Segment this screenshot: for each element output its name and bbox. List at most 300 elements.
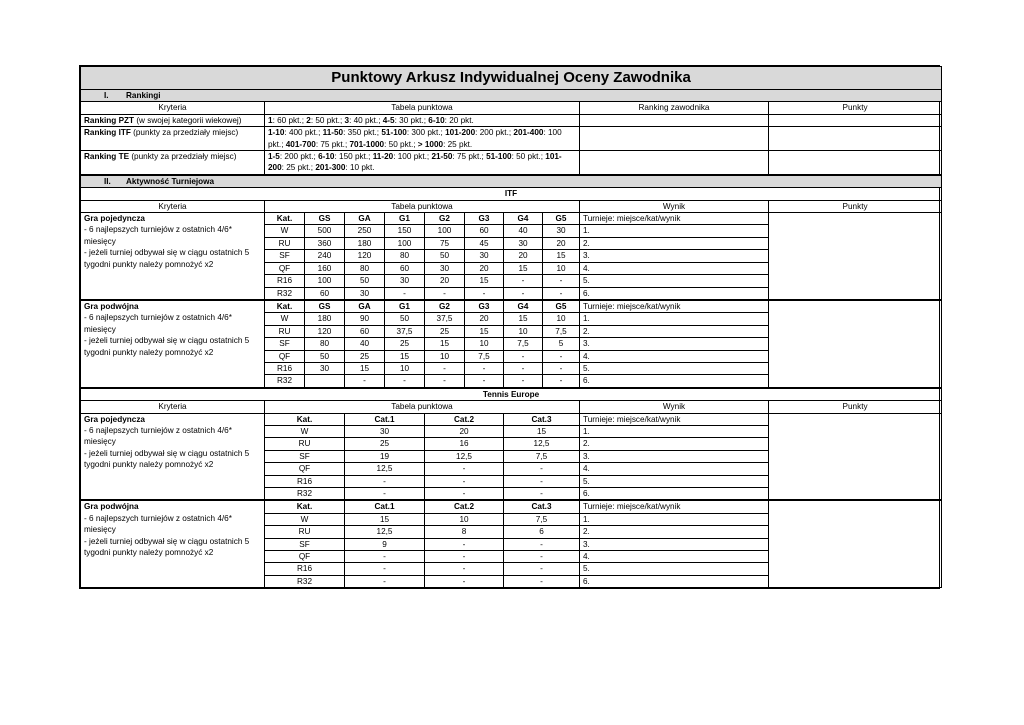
column-category: Cat.3 — [504, 413, 580, 425]
ranking-row — [81, 114, 942, 126]
range-points: : 50 pkt.; — [384, 139, 418, 149]
points-value: 45 — [465, 237, 504, 249]
category-header-row — [81, 213, 942, 225]
round-label: W — [265, 225, 305, 237]
header-tabela-punktowa: Tabela punktowa — [265, 102, 580, 114]
range-points: : 50 pkt.; — [310, 115, 345, 125]
ranking-input[interactable] — [580, 151, 769, 175]
group-rule: - jeżeli turniej odbywał się w ciągu ostatnich 5 tygodni punkty należy pomnożyć x2 — [84, 536, 250, 558]
points-value: 12,5 — [345, 463, 425, 475]
points-value: 7,5 — [465, 350, 504, 362]
points-value: - — [425, 551, 504, 563]
round-label: QF — [265, 551, 345, 563]
points-value: 30 — [504, 237, 543, 249]
points-value: 50 — [425, 250, 465, 262]
section-number: II. — [104, 176, 111, 186]
column-category: G4 — [504, 300, 543, 313]
round-label: SF — [265, 338, 305, 350]
result-input[interactable]: 1. — [580, 513, 769, 525]
column-category: G1 — [385, 300, 425, 313]
range-points: : 40 pkt.; — [349, 115, 383, 125]
points-value: - — [425, 538, 504, 550]
points-value: 9 — [345, 538, 425, 550]
result-input[interactable]: 6. — [580, 287, 769, 300]
column-category: Cat.1 — [345, 500, 425, 513]
section-name: Aktywność Turniejowa — [126, 176, 215, 186]
round-label: R32 — [265, 488, 345, 501]
group-title: Gra pojedyncza — [84, 214, 145, 224]
points-value: 7,5 — [504, 513, 580, 525]
points-value: - — [504, 287, 543, 300]
points-value: - — [543, 350, 580, 362]
points-value: 240 — [305, 250, 345, 262]
column-category: Cat.2 — [425, 413, 504, 425]
criteria-description — [81, 300, 265, 388]
points-value: - — [425, 575, 504, 587]
column-category: G5 — [543, 213, 580, 225]
range-label: 201-300 — [315, 163, 346, 173]
column-category: G3 — [465, 213, 504, 225]
points-value: - — [385, 375, 425, 388]
group-rule: - jeżeli turniej odbywał się w ciągu ostatnich 5 tygodni punkty należy pomnożyć x2 — [84, 336, 250, 357]
points-value: - — [504, 350, 543, 362]
ranking-row — [81, 151, 942, 175]
category-header-row — [81, 300, 942, 313]
points-value: - — [543, 362, 580, 374]
points-value: - — [345, 475, 425, 487]
group-title: Gra podwójna — [84, 502, 139, 512]
te-band-label: Tennis Europe — [81, 388, 942, 401]
result-input[interactable]: 2. — [580, 438, 769, 450]
result-input[interactable]: 4. — [580, 350, 769, 362]
points-value: - — [425, 563, 504, 575]
points-value: 20 — [425, 425, 504, 437]
te-band — [81, 388, 942, 401]
criteria-description — [81, 500, 265, 587]
range-label: 201-400 — [513, 128, 544, 138]
points-value: 360 — [305, 237, 345, 249]
points-value: - — [425, 475, 504, 487]
round-label: RU — [265, 438, 345, 450]
round-label: QF — [265, 262, 305, 274]
points-value: 15 — [345, 513, 425, 525]
range-label: 51-100 — [381, 128, 407, 138]
result-input[interactable]: 6. — [580, 575, 769, 587]
points-value: - — [465, 375, 504, 388]
points-value: - — [345, 575, 425, 587]
points-value: 60 — [465, 225, 504, 237]
points-value: 20 — [425, 275, 465, 287]
points-value: 25 — [345, 438, 425, 450]
points-value — [305, 375, 345, 388]
points-value: 30 — [543, 225, 580, 237]
range-label: 2 — [306, 115, 311, 125]
points-value: 120 — [305, 325, 345, 337]
points-value: - — [504, 551, 580, 563]
range-label: 401-700 — [285, 139, 316, 149]
range-points: : 350 pkt.; — [343, 128, 382, 138]
category-header-row — [81, 413, 942, 425]
range-points: : 25 pkt.; — [281, 163, 316, 173]
result-input[interactable]: 3. — [580, 250, 769, 262]
result-input[interactable]: 1. — [580, 225, 769, 237]
ranking-row — [81, 127, 942, 151]
title-row — [81, 67, 942, 90]
range-points: : 50 pkt.; — [511, 152, 546, 162]
points-value: 100 — [305, 275, 345, 287]
points-value: - — [425, 375, 465, 388]
header-ranking-zawodnika: Ranking zawodnika — [580, 102, 769, 114]
range-points: : 20 pkt. — [444, 115, 474, 125]
range-points: : 30 pkt.; — [394, 115, 429, 125]
column-category: GA — [345, 300, 385, 313]
points-value: 30 — [345, 287, 385, 300]
header-kryteria: Kryteria — [81, 102, 265, 114]
points-value: 12,5 — [345, 526, 425, 538]
points-value: 12,5 — [504, 438, 580, 450]
points-value: 50 — [305, 350, 345, 362]
header-punkty: Punkty — [769, 200, 942, 212]
points-value: 10 — [543, 262, 580, 274]
result-input[interactable]: 4. — [580, 463, 769, 475]
points-value: 15 — [504, 425, 580, 437]
points-value: 50 — [345, 275, 385, 287]
round-label: R16 — [265, 275, 305, 287]
range-label: 21-50 — [431, 152, 453, 162]
group-rule: - jeżeli turniej odbywał się w ciągu ostatnich 5 tygodni punkty należy pomnożyć x2 — [84, 248, 250, 269]
points-value: - — [543, 275, 580, 287]
points-value: 30 — [465, 250, 504, 262]
column-kat: Kat. — [265, 500, 345, 513]
range-label: 51-100 — [486, 152, 512, 162]
round-label: R16 — [265, 563, 345, 575]
points-value: - — [345, 563, 425, 575]
ranking-name: Ranking PZT — [84, 115, 135, 125]
points-value: 160 — [305, 262, 345, 274]
range-points: : 75 pkt.; — [315, 139, 350, 149]
column-category: G1 — [385, 213, 425, 225]
column-category: Cat.3 — [504, 500, 580, 513]
round-label: R32 — [265, 375, 305, 388]
points-value: - — [504, 375, 543, 388]
group-rule: - 6 najlepszych turniejów z ostatnich 4/6* miesięcy — [84, 313, 232, 334]
header-punkty: Punkty — [769, 102, 942, 114]
range-points: : 25 pkt. — [443, 139, 473, 149]
points-value: 15 — [465, 325, 504, 337]
section-aktywnosc — [81, 175, 942, 188]
ranking-point-table — [265, 114, 580, 126]
points-value: 30 — [385, 275, 425, 287]
group-title: Gra podwójna — [84, 301, 139, 311]
column-kat: Kat. — [265, 413, 345, 425]
result-header: Turnieje: miejsce/kat/wynik — [580, 413, 769, 425]
ranking-name: Ranking ITF — [84, 128, 131, 138]
points-value: - — [504, 475, 580, 487]
group-rule: - 6 najlepszych turniejów z ostatnich 4/6* miesięcy — [84, 513, 232, 535]
points-value: - — [504, 575, 580, 587]
round-label: SF — [265, 538, 345, 550]
points-value: 6 — [504, 526, 580, 538]
group-title: Gra pojedyncza — [84, 414, 145, 424]
section-number: I. — [104, 91, 109, 100]
points-value: 15 — [504, 262, 543, 274]
points-value: 15 — [543, 250, 580, 262]
points-value: 40 — [504, 225, 543, 237]
result-input[interactable]: 1. — [580, 313, 769, 325]
range-points: : 100 pkt.; — [393, 152, 432, 162]
range-points: : 60 pkt.; — [272, 115, 307, 125]
column-category: Cat.2 — [425, 500, 504, 513]
points-value: - — [345, 375, 385, 388]
column-category: G2 — [425, 213, 465, 225]
ranking-note: (punkty za przedziały miejsc) — [129, 152, 237, 162]
range-label: 1 — [268, 115, 273, 125]
result-input[interactable]: 5. — [580, 275, 769, 287]
result-input[interactable]: 5. — [580, 475, 769, 487]
points-value: 8 — [425, 526, 504, 538]
points-value: - — [345, 488, 425, 501]
header-wynik: Wynik — [580, 200, 769, 212]
points-value: - — [504, 275, 543, 287]
itf-header-row — [81, 200, 942, 212]
header-tabela-punktowa: Tabela punktowa — [265, 401, 580, 413]
header-punkty: Punkty — [769, 401, 942, 413]
range-points: : 300 pkt.; — [406, 128, 446, 138]
points-value: 30 — [345, 425, 425, 437]
points-value: - — [504, 563, 580, 575]
column-category: G2 — [425, 300, 465, 313]
points-value: 30 — [425, 262, 465, 274]
result-input[interactable]: 4. — [580, 551, 769, 563]
points-value: - — [425, 287, 465, 300]
points-value: 10 — [504, 325, 543, 337]
points-value: - — [504, 488, 580, 501]
header-kryteria: Kryteria — [81, 401, 265, 413]
round-label: RU — [265, 237, 305, 249]
range-label: 1-10 — [268, 128, 285, 138]
range-points: : 400 pkt.; — [284, 128, 323, 138]
round-label: SF — [265, 250, 305, 262]
range-label: 101-200 — [268, 152, 562, 173]
points-value: 50 — [385, 313, 425, 325]
result-input[interactable]: 6. — [580, 488, 769, 501]
points-value: 20 — [543, 237, 580, 249]
result-input[interactable]: 1. — [580, 425, 769, 437]
points-value: - — [385, 287, 425, 300]
round-label: R32 — [265, 287, 305, 300]
result-input[interactable]: 5. — [580, 362, 769, 374]
range-label: 11-50 — [322, 128, 344, 138]
points-value: 12,5 — [425, 450, 504, 462]
itf-band-label: ITF — [81, 188, 942, 200]
criteria-description — [81, 213, 265, 300]
range-points: : 10 pkt. — [345, 163, 375, 173]
points-input[interactable] — [769, 213, 942, 300]
points-value: 7,5 — [504, 338, 543, 350]
round-label: R16 — [265, 362, 305, 374]
points-input[interactable] — [769, 114, 942, 126]
points-value: - — [465, 362, 504, 374]
points-value: - — [543, 287, 580, 300]
points-value: 16 — [425, 438, 504, 450]
points-value: 75 — [425, 237, 465, 249]
ranking-input[interactable] — [580, 127, 769, 151]
points-value: 37,5 — [425, 313, 465, 325]
round-label: W — [265, 513, 345, 525]
points-value: 5 — [543, 338, 580, 350]
round-label: QF — [265, 463, 345, 475]
range-label: 11-20 — [372, 152, 394, 162]
ranking-input[interactable] — [580, 114, 769, 126]
column-category: GS — [305, 213, 345, 225]
range-points: : 100 pkt.; — [268, 128, 562, 149]
points-value: 10 — [425, 513, 504, 525]
points-value: 60 — [345, 325, 385, 337]
points-value: - — [504, 362, 543, 374]
points-input[interactable] — [769, 413, 942, 500]
group-rule: - 6 najlepszych turniejów z ostatnich 4/6* miesięcy — [84, 425, 232, 447]
section-name: Rankingi — [126, 91, 161, 100]
column-category: GS — [305, 300, 345, 313]
points-input[interactable] — [769, 500, 942, 587]
result-input[interactable]: 2. — [580, 325, 769, 337]
points-value: 100 — [425, 225, 465, 237]
result-input[interactable]: 4. — [580, 262, 769, 274]
result-input[interactable]: 5. — [580, 563, 769, 575]
round-label: QF — [265, 350, 305, 362]
ranking-header-row — [81, 102, 942, 114]
range-label: 6-10 — [318, 152, 335, 162]
ranking-criteria — [81, 114, 265, 126]
result-header: Turnieje: miejsce/kat/wynik — [580, 213, 769, 225]
range-label: 4-5 — [382, 115, 395, 125]
page-title: Punktowy Arkusz Indywidualnej Oceny Zawodnika — [81, 67, 942, 90]
points-value: 60 — [385, 262, 425, 274]
points-value: - — [504, 463, 580, 475]
result-input[interactable]: 3. — [580, 538, 769, 550]
result-input[interactable]: 2. — [580, 237, 769, 249]
section-row — [81, 90, 942, 102]
section-row — [81, 175, 942, 188]
points-input[interactable] — [769, 151, 942, 175]
result-header: Turnieje: miejsce/kat/wynik — [580, 500, 769, 513]
points-input[interactable] — [769, 127, 942, 151]
column-category: G4 — [504, 213, 543, 225]
points-value: 90 — [345, 313, 385, 325]
result-input[interactable]: 3. — [580, 338, 769, 350]
column-kat: Kat. — [265, 300, 305, 313]
points-value: 37,5 — [385, 325, 425, 337]
column-category: GA — [345, 213, 385, 225]
points-value: - — [543, 375, 580, 388]
header-kryteria: Kryteria — [81, 200, 265, 212]
range-label: 101-200 — [445, 128, 476, 138]
header-wynik: Wynik — [580, 401, 769, 413]
result-input[interactable]: 6. — [580, 375, 769, 388]
evaluation-sheet — [79, 65, 940, 589]
column-kat: Kat. — [265, 213, 305, 225]
points-value: 20 — [465, 313, 504, 325]
points-value: 60 — [305, 287, 345, 300]
ranking-note: (punkty za przedziały miejsc) — [130, 128, 239, 138]
range-label: > 1000 — [417, 139, 444, 149]
header-tabela-punktowa: Tabela punktowa — [265, 200, 580, 212]
points-value: 10 — [465, 338, 504, 350]
points-value: 150 — [385, 225, 425, 237]
round-label: R16 — [265, 475, 345, 487]
section-rankingi — [81, 90, 942, 102]
range-label: 3 — [344, 115, 350, 125]
points-value: 25 — [425, 325, 465, 337]
points-input[interactable] — [769, 300, 942, 388]
points-value: 7,5 — [543, 325, 580, 337]
te-header-row — [81, 401, 942, 413]
ranking-note: (w swojej kategorii wiekowej) — [134, 115, 242, 125]
points-value: 10 — [385, 362, 425, 374]
round-label: SF — [265, 450, 345, 462]
points-value: 25 — [385, 338, 425, 350]
group-rule: - jeżeli turniej odbywał się w ciągu ostatnich 5 tygodni punkty należy pomnożyć x2 — [84, 448, 250, 470]
round-label: R32 — [265, 575, 345, 587]
points-value: 80 — [345, 262, 385, 274]
round-label: RU — [265, 526, 345, 538]
points-value: 500 — [305, 225, 345, 237]
range-points: : 150 pkt.; — [334, 152, 373, 162]
points-value: 10 — [425, 350, 465, 362]
result-input[interactable]: 2. — [580, 526, 769, 538]
points-value: - — [425, 362, 465, 374]
points-value: - — [425, 488, 504, 501]
points-value: 30 — [305, 362, 345, 374]
points-value: 100 — [385, 237, 425, 249]
points-value: 80 — [305, 338, 345, 350]
itf-band — [81, 188, 942, 200]
ranking-point-table — [265, 127, 580, 151]
points-value: 120 — [345, 250, 385, 262]
points-value: 25 — [345, 350, 385, 362]
points-value: 80 — [385, 250, 425, 262]
points-value: 7,5 — [504, 450, 580, 462]
round-label: W — [265, 313, 305, 325]
range-points: : 200 pkt.; — [475, 128, 514, 138]
criteria-description — [81, 413, 265, 500]
points-value: - — [504, 538, 580, 550]
ranking-criteria — [81, 151, 265, 175]
group-rule: - 6 najlepszych turniejów z ostatnich 4/6* miesięcy — [84, 225, 232, 246]
range-label: 6-10 — [428, 115, 445, 125]
range-label: 1-5 — [268, 152, 280, 162]
evaluation-table — [80, 66, 942, 588]
ranking-criteria — [81, 127, 265, 151]
points-value: - — [425, 463, 504, 475]
round-label: W — [265, 425, 345, 437]
points-value: - — [465, 287, 504, 300]
range-label: 701-1000 — [349, 139, 385, 149]
points-value: 250 — [345, 225, 385, 237]
column-category: G3 — [465, 300, 504, 313]
points-value: 180 — [305, 313, 345, 325]
points-value: 20 — [504, 250, 543, 262]
result-input[interactable]: 3. — [580, 450, 769, 462]
ranking-point-table — [265, 151, 580, 175]
points-value: - — [345, 551, 425, 563]
points-value: 10 — [543, 313, 580, 325]
points-value: 15 — [504, 313, 543, 325]
column-category: G5 — [543, 300, 580, 313]
points-value: 19 — [345, 450, 425, 462]
category-header-row — [81, 500, 942, 513]
result-header: Turnieje: miejsce/kat/wynik — [580, 300, 769, 313]
